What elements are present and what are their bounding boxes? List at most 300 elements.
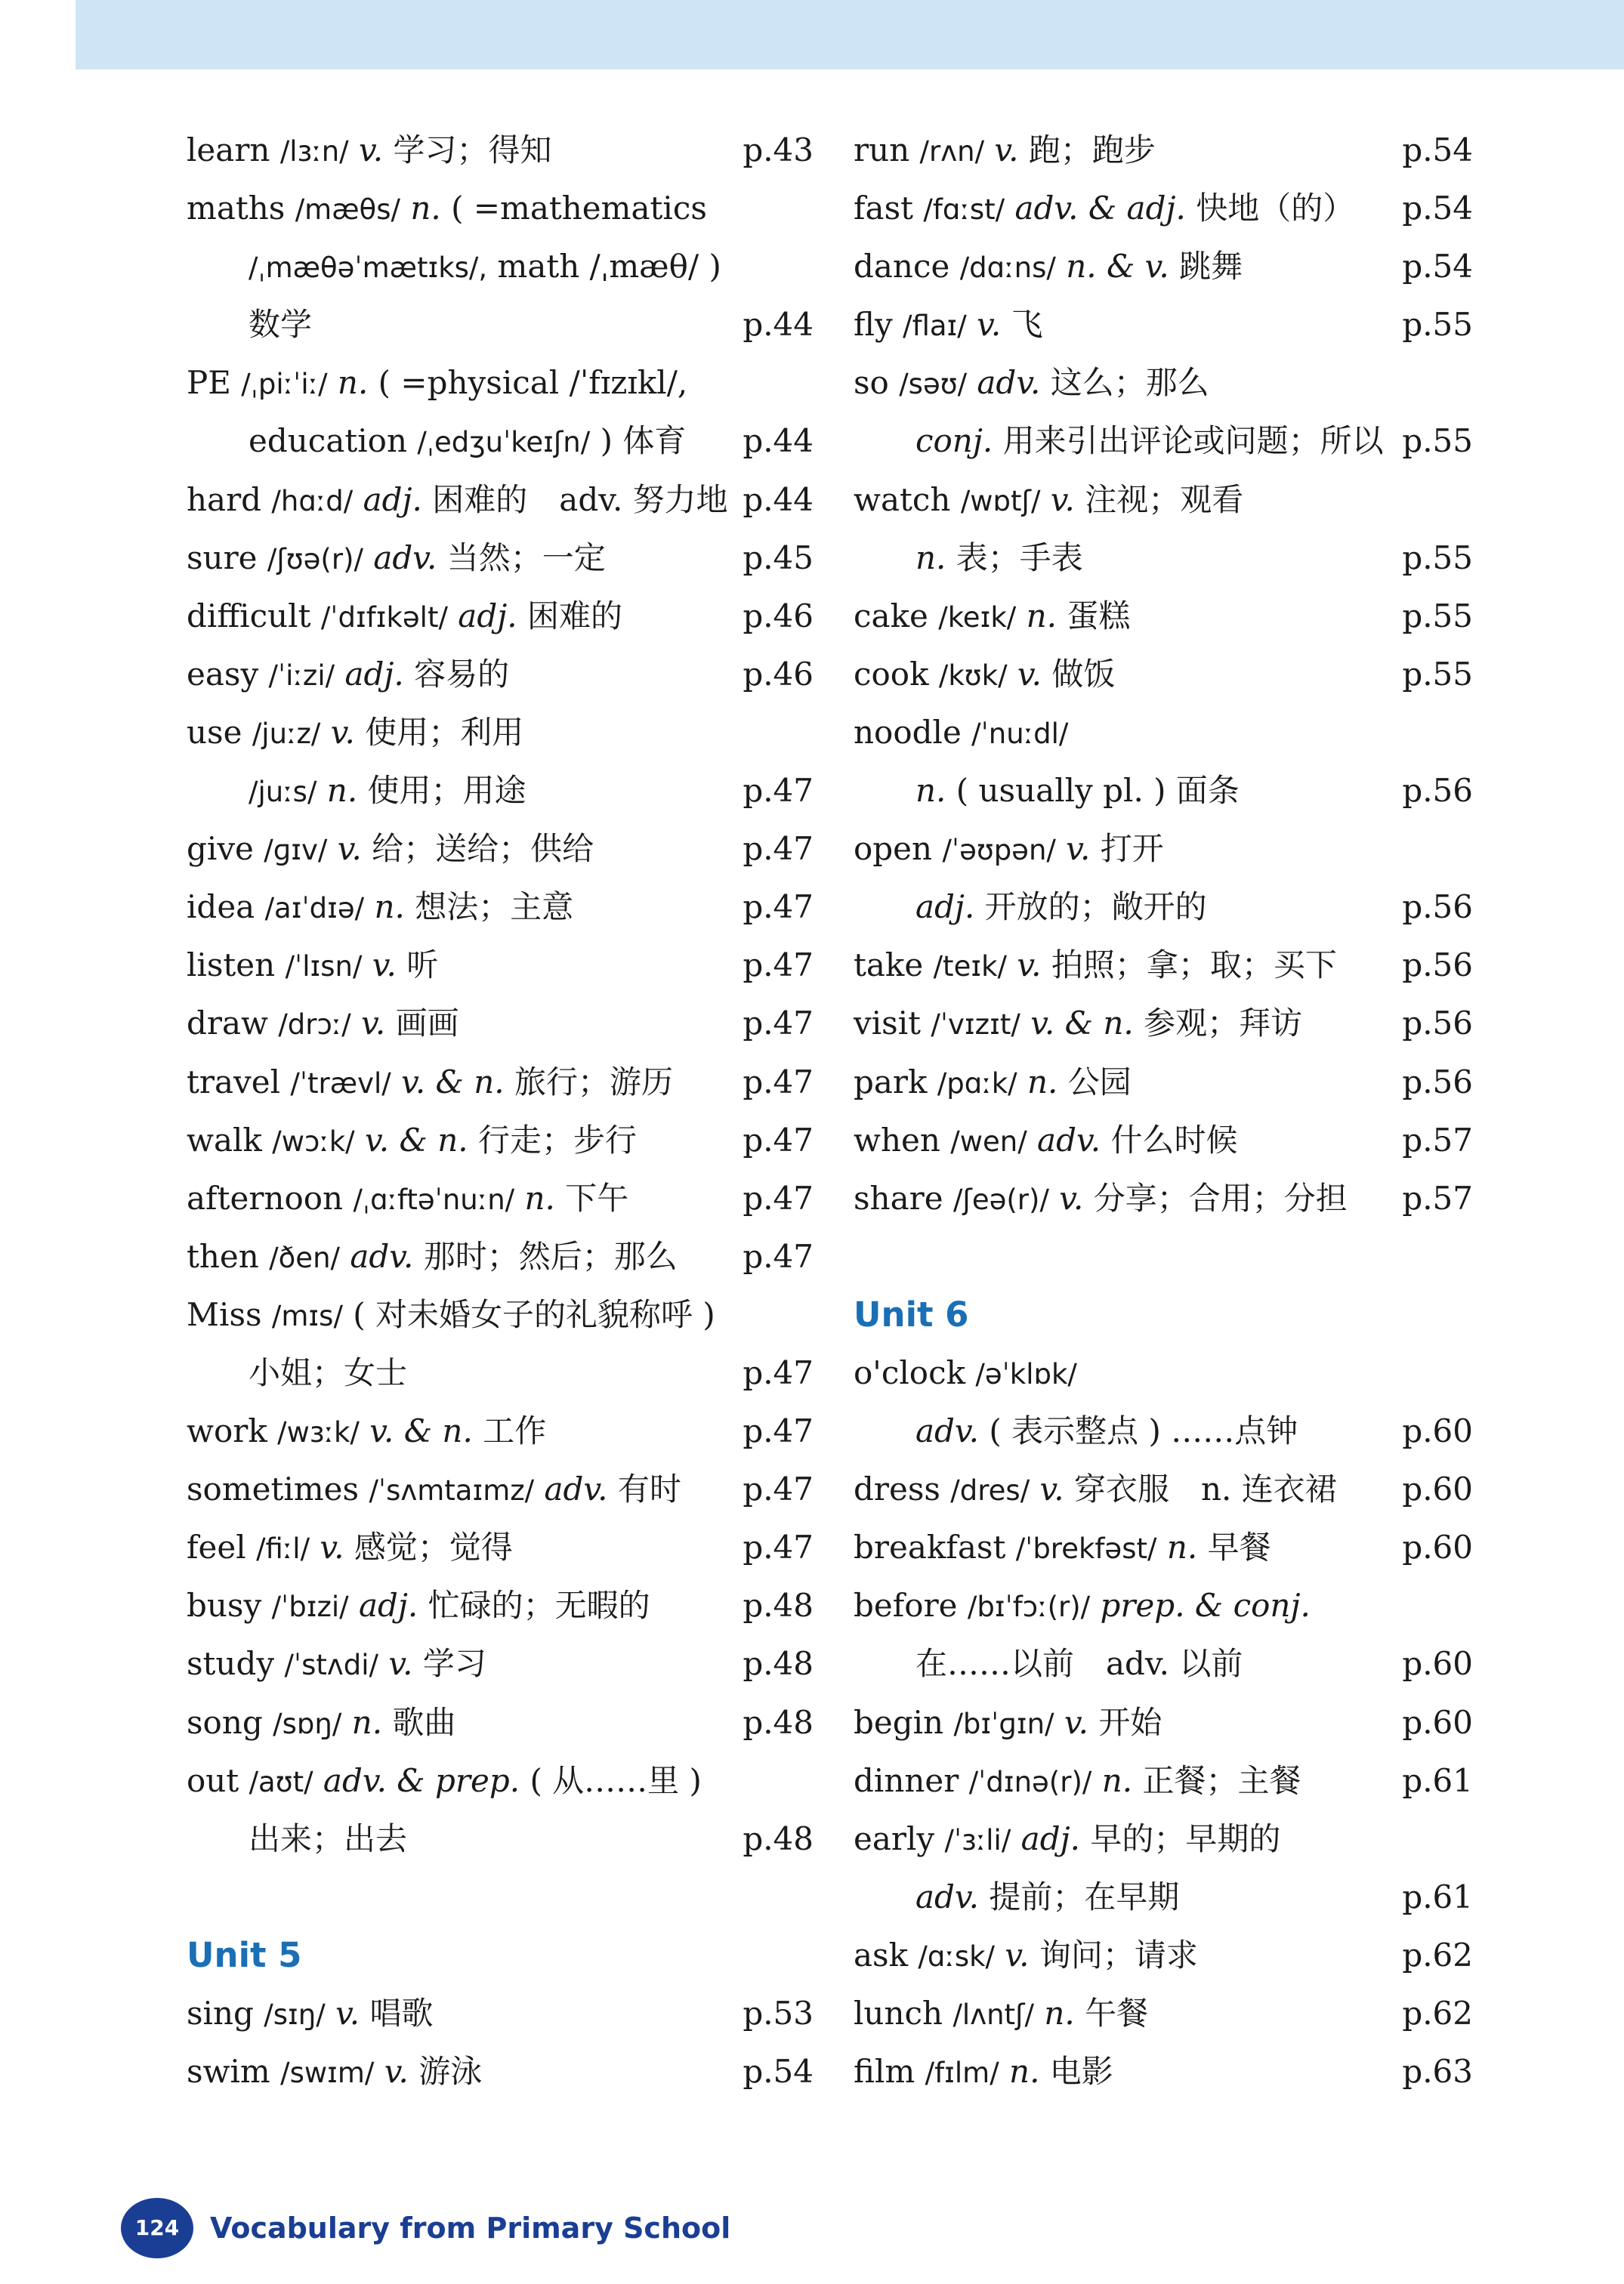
phonetic: /ˈəʊpən/	[942, 834, 1056, 867]
page-reference: p.54	[1402, 190, 1473, 227]
phonetic: /bɪˈɡɪn/	[953, 1707, 1054, 1740]
meaning: ( usually pl. ) 面条	[956, 772, 1240, 810]
entry-text	[915, 1634, 1243, 1693]
vocab-entry	[187, 412, 814, 470]
vocab-entry	[854, 994, 1473, 1052]
vocab-entry	[187, 1693, 814, 1752]
vocab-entry	[854, 529, 1473, 587]
meaning: 电影	[1049, 2053, 1113, 2091]
meaning: 使用；利用	[365, 713, 524, 751]
phonetic: /ˈɜːli/	[944, 1823, 1011, 1857]
headword: fast	[854, 190, 914, 227]
part-of-speech: adj.	[363, 480, 422, 518]
page-reference: p.56	[1402, 1005, 1473, 1042]
page-reference: p.56	[1402, 1063, 1473, 1100]
phonetic: /juːz/	[252, 717, 321, 750]
headword: so	[854, 364, 889, 402]
phonetic: /fɪlm/	[925, 2057, 999, 2090]
headword: learn	[187, 131, 270, 168]
entry-text	[187, 471, 728, 530]
entry-text	[187, 1227, 678, 1287]
page-reference: p.62	[1402, 1936, 1473, 1974]
headword: watch	[854, 480, 951, 518]
headword: sometimes	[187, 1471, 360, 1508]
part-of-speech: conj.	[915, 422, 993, 460]
meaning: 飞	[1011, 306, 1043, 344]
part-of-speech: n.	[410, 190, 441, 227]
headword: draw	[187, 1005, 268, 1042]
meaning: 表；手表	[956, 539, 1083, 576]
part-of-speech: v.	[330, 713, 355, 751]
meaning: 数学	[249, 306, 313, 344]
vocab-entry	[854, 819, 1473, 878]
headword: film	[854, 2053, 915, 2091]
part-of-speech: v.	[384, 2053, 409, 2091]
vocab-entry	[187, 179, 814, 237]
phonetic: /ˌɑːftəˈnuːn/	[353, 1183, 515, 1216]
headword: swim	[187, 2053, 270, 2091]
part-of-speech: v.	[1066, 830, 1091, 868]
phonetic: /ˈsʌmtaɪmz/	[369, 1474, 535, 1508]
part-of-speech: v.	[1050, 480, 1075, 518]
meaning: 穿衣服 n. 连衣裙	[1073, 1471, 1337, 1508]
meaning: 旅行；游历	[514, 1063, 674, 1100]
vocab-entry	[854, 179, 1473, 237]
part-of-speech: v. & n.	[369, 1412, 473, 1450]
meaning: 早的；早期的	[1090, 1819, 1281, 1857]
vocab-entry	[854, 1693, 1473, 1752]
meaning: ) 体育	[600, 422, 687, 460]
page-reference: p.48	[743, 1645, 814, 1683]
vocab-column-right	[854, 121, 1473, 2100]
phonetic: /ˈbrekfəst/	[1015, 1532, 1157, 1566]
part-of-speech: adv. & adj.	[1014, 190, 1186, 227]
headword: then	[187, 1237, 259, 1275]
entry-text	[854, 994, 1302, 1054]
vocab-entry	[187, 1111, 814, 1169]
meaning: ( =mathematics	[451, 190, 707, 227]
meaning: 参观；拜访	[1144, 1005, 1303, 1042]
vocab-entry	[187, 703, 814, 761]
page-reference: p.61	[1402, 1761, 1473, 1799]
meaning: 困难的	[526, 597, 622, 634]
vocab-entry	[854, 1169, 1473, 1227]
headword: noodle	[854, 713, 962, 751]
phonetic: /ˈvɪzɪt/	[931, 1008, 1020, 1042]
part-of-speech: v.	[372, 946, 397, 984]
part-of-speech: adv.	[1037, 1121, 1101, 1159]
meaning: 蛋糕	[1067, 597, 1131, 634]
vocab-entry	[187, 1460, 814, 1518]
phonetic: /fɑːst/	[923, 193, 1005, 227]
meaning: 出来；出去	[249, 1819, 408, 1857]
headword: share	[854, 1179, 943, 1217]
vocab-entry	[854, 1752, 1473, 1810]
meaning: 跑；跑步	[1028, 131, 1156, 168]
phonetic: /wɜːk/	[277, 1416, 360, 1449]
page-reference: p.62	[1402, 1995, 1473, 2032]
meaning: ( 表示整点 ) ……点钟	[989, 1412, 1298, 1450]
entry-text	[187, 645, 509, 705]
headword: Miss	[187, 1295, 262, 1333]
phonetic: /lʌntʃ/	[952, 1999, 1034, 2031]
entry-text	[854, 2042, 1113, 2102]
vocab-entry	[854, 1984, 1473, 2042]
phonetic: /mæθs/	[295, 193, 400, 227]
meaning: 早餐	[1207, 1529, 1271, 1566]
meaning: 困难的 adv. 努力地	[432, 480, 728, 518]
meaning: 容易的	[414, 655, 510, 693]
part-of-speech: prep. & conj.	[1100, 1587, 1311, 1625]
entry-text	[915, 1868, 1179, 1926]
entry-text	[187, 529, 606, 588]
entry-text	[915, 1402, 1298, 1460]
phonetic: /aʊt/	[249, 1765, 313, 1798]
part-of-speech: v.	[1059, 1179, 1084, 1217]
page-reference: p.46	[743, 597, 814, 634]
headword: early	[854, 1819, 935, 1857]
vocab-entry	[187, 529, 814, 587]
entry-text	[915, 878, 1207, 936]
meaning: 提前；在早期	[989, 1878, 1180, 1915]
vocab-entry	[854, 878, 1473, 936]
entry-text	[854, 1752, 1301, 1811]
entry-text	[187, 179, 707, 239]
headword: PE	[187, 364, 231, 402]
vocab-entry	[187, 1169, 814, 1227]
phonetic: /ɑːsk/	[918, 1940, 995, 1973]
part-of-speech: n.	[1044, 1995, 1075, 2032]
headword: sing	[187, 1995, 254, 2032]
vocab-column-left	[187, 121, 814, 2100]
vocab-entry	[854, 1576, 1473, 1634]
headword: idea	[187, 888, 255, 926]
page-reference: p.44	[743, 480, 814, 518]
meaning: 使用；用途	[367, 772, 526, 810]
entry-text	[854, 587, 1130, 647]
vocab-entry	[854, 587, 1473, 645]
vocab-entry	[854, 1868, 1473, 1926]
phonetic: /səʊ/	[899, 368, 968, 401]
entry-text	[187, 1752, 702, 1811]
page-number-badge: 124	[121, 2198, 193, 2258]
headword: afternoon	[187, 1179, 344, 1217]
part-of-speech: adj.	[915, 888, 975, 926]
entry-text	[249, 761, 526, 821]
vocab-entry	[187, 819, 814, 878]
page-reference: p.56	[1402, 888, 1473, 926]
footer-title: Vocabulary from Primary School	[210, 2211, 731, 2245]
phonetic: /keɪk/	[938, 600, 1017, 634]
part-of-speech: v.	[1039, 1471, 1064, 1508]
meaning: 跳舞	[1179, 248, 1243, 286]
entry-text	[854, 1344, 1077, 1403]
vocab-entry	[187, 1344, 814, 1402]
unit-heading: Unit 5	[187, 1934, 302, 1975]
vocab-entry	[187, 2042, 814, 2100]
headword: run	[854, 131, 910, 168]
vocab-entry	[854, 645, 1473, 703]
vocab-entry	[854, 1926, 1473, 1984]
meaning: 有时	[617, 1471, 681, 1508]
headword: sure	[187, 539, 258, 576]
part-of-speech: v.	[320, 1529, 344, 1566]
entry-text	[854, 936, 1337, 995]
entry-text	[854, 645, 1115, 705]
page-reference: p.55	[1402, 539, 1473, 576]
part-of-speech: v.	[1005, 1936, 1030, 1974]
entry-text	[187, 1693, 455, 1753]
meaning: ( =physical /ˈfɪzɪkl/,	[378, 364, 688, 402]
meaning: ( 从……里 )	[529, 1761, 702, 1799]
entry-text	[854, 471, 1243, 530]
page-reference: p.54	[1402, 131, 1473, 168]
vocab-entry	[854, 412, 1473, 470]
vocab-entry	[854, 2042, 1473, 2100]
entry-text	[854, 819, 1164, 879]
part-of-speech: adv.	[350, 1237, 414, 1275]
part-of-speech: adv.	[915, 1412, 980, 1450]
vocab-entry	[187, 1518, 814, 1576]
headword: when	[854, 1121, 940, 1159]
phonetic: /ˈnuːdl/	[971, 717, 1069, 750]
headword: easy	[187, 655, 259, 693]
phonetic: /ʃʊə(r)/	[267, 542, 363, 576]
phonetic: /rʌn/	[919, 135, 985, 168]
meaning: 工作	[483, 1412, 547, 1450]
page-reference: p.54	[743, 2053, 814, 2091]
part-of-speech: n.	[1026, 597, 1057, 634]
page-reference: p.48	[743, 1587, 814, 1625]
part-of-speech: v.	[359, 131, 384, 168]
headword: dinner	[854, 1761, 959, 1799]
meaning: 做饭	[1051, 655, 1116, 693]
blank-row	[187, 1868, 814, 1926]
part-of-speech: n.	[374, 888, 405, 926]
vocab-entry	[854, 1053, 1473, 1111]
page-reference: p.47	[743, 830, 814, 868]
vocab-entry	[187, 1984, 814, 2042]
vocab-entry	[187, 1053, 814, 1111]
entry-text	[915, 529, 1083, 587]
meaning: 分享；合用；分担	[1093, 1179, 1348, 1217]
page-reference: p.47	[743, 1005, 814, 1042]
phonetic: /dɑːns/	[959, 252, 1056, 285]
entry-text	[187, 587, 622, 647]
entry-text	[187, 1169, 628, 1229]
unit-heading-row	[854, 1286, 1473, 1344]
part-of-speech: v.	[337, 830, 362, 868]
meaning: 开始	[1098, 1703, 1162, 1741]
vocab-entry	[187, 761, 814, 819]
meaning: 歌曲	[392, 1703, 456, 1741]
entry-text	[187, 1576, 650, 1636]
meaning: 忙碌的；无暇的	[428, 1587, 650, 1625]
page-reference: p.57	[1402, 1121, 1473, 1159]
headword: song	[187, 1703, 263, 1741]
page-reference: p.55	[1402, 306, 1473, 344]
headword: difficult	[187, 597, 311, 634]
meaning: 小姐；女士	[249, 1353, 408, 1391]
meaning: 开放的；敞开的	[984, 888, 1207, 926]
entry-text	[187, 2042, 482, 2102]
unit-heading-row	[187, 1926, 814, 1984]
meaning: 画画	[395, 1005, 459, 1042]
entry-text	[854, 1111, 1237, 1171]
entry-text	[854, 1576, 1311, 1636]
page-reference: p.57	[1402, 1179, 1473, 1217]
part-of-speech: n.	[1101, 1761, 1133, 1799]
entry-text	[187, 1402, 546, 1461]
phonetic: /ˌedʒuˈkeɪʃn/	[417, 426, 591, 459]
part-of-speech: v.	[994, 131, 1019, 168]
meaning: 拍照；拿；取；买下	[1051, 946, 1337, 984]
vocab-entry	[187, 471, 814, 529]
phonetic: /dres/	[950, 1474, 1030, 1508]
vocab-entry	[187, 295, 814, 353]
entry-text	[187, 1053, 673, 1113]
meaning: 感觉；觉得	[354, 1529, 513, 1566]
part-of-speech: n.	[915, 772, 946, 810]
phonetic: /ˈbɪzi/	[271, 1591, 349, 1624]
entry-text	[187, 1460, 681, 1520]
page-reference: p.46	[743, 655, 814, 693]
vocab-entry	[187, 936, 814, 994]
headword: use	[187, 713, 242, 751]
meaning: 正餐；主餐	[1142, 1761, 1301, 1799]
page-reference: p.60	[1402, 1471, 1473, 1508]
vocab-entry	[187, 1402, 814, 1460]
headword: ask	[854, 1936, 909, 1974]
page-reference: p.47	[743, 1412, 814, 1450]
phonetic: /ˈstʌdi/	[284, 1649, 379, 1682]
meaning: 游泳	[418, 2053, 483, 2091]
vocab-entry	[854, 353, 1473, 412]
page-reference: p.43	[743, 131, 814, 168]
page-reference: p.47	[743, 1121, 814, 1159]
entry-text	[187, 994, 459, 1054]
meaning: math /ˌmæθ/ )	[497, 248, 721, 286]
entry-text	[854, 1984, 1148, 2044]
page-reference: p.48	[743, 1703, 814, 1741]
phonetic: /ɡɪv/	[264, 834, 328, 867]
part-of-speech: adv.	[977, 364, 1041, 402]
entry-text	[187, 703, 523, 763]
part-of-speech: adj.	[1020, 1819, 1080, 1857]
entry-text	[854, 1053, 1132, 1113]
phonetic: /ðen/	[269, 1241, 340, 1274]
part-of-speech: v. & n.	[401, 1063, 505, 1100]
entry-text	[187, 1518, 513, 1578]
meaning: 行走；步行	[477, 1121, 637, 1159]
meaning: 学习；得知	[393, 131, 552, 168]
phonetic: /ˌpiːˈiː/	[241, 368, 328, 401]
part-of-speech: v.	[1017, 946, 1042, 984]
page-reference: p.44	[743, 422, 814, 460]
entry-text	[854, 179, 1354, 239]
phonetic: /pɑːk/	[937, 1066, 1017, 1100]
vocab-entry	[854, 1634, 1473, 1693]
entry-text	[854, 1926, 1198, 1986]
entry-text	[854, 353, 1209, 413]
headword: lunch	[854, 1995, 943, 2032]
page-reference: p.47	[743, 1471, 814, 1508]
phonetic: /ˈdɪfɪkəlt/	[320, 600, 448, 634]
headword: study	[187, 1645, 275, 1683]
page-reference: p.47	[743, 888, 814, 926]
page-reference: p.47	[743, 1529, 814, 1566]
vocab-entry	[854, 761, 1473, 819]
part-of-speech: adv. & prep.	[323, 1761, 520, 1799]
entry-text	[187, 819, 594, 879]
entry-text	[249, 1810, 407, 1868]
vocab-entry	[854, 1460, 1473, 1518]
meaning: 什么时候	[1110, 1121, 1238, 1159]
vocab-entry	[854, 1810, 1473, 1868]
headword: cook	[854, 655, 929, 693]
meaning: 给；送给；供给	[372, 830, 594, 868]
page-reference: p.54	[1402, 248, 1473, 286]
vocab-entry	[187, 645, 814, 703]
part-of-speech: n. & v.	[1066, 248, 1169, 286]
part-of-speech: adv.	[373, 539, 437, 576]
entry-text	[854, 1460, 1337, 1520]
phonetic: /wen/	[950, 1125, 1027, 1158]
meaning: 在……以前 adv. 以前	[915, 1645, 1243, 1683]
part-of-speech: v. & n.	[365, 1121, 468, 1159]
vocab-entry	[187, 121, 814, 179]
page-reference: p.60	[1402, 1412, 1473, 1450]
page-reference: p.56	[1402, 946, 1473, 984]
page-reference: p.47	[743, 1237, 814, 1275]
phonetic: /fiːl/	[256, 1532, 310, 1566]
headword: park	[854, 1063, 928, 1100]
meaning: 那时；然后；那么	[423, 1237, 678, 1275]
part-of-speech: n.	[1166, 1529, 1198, 1566]
vocab-entry	[187, 878, 814, 936]
phonetic: /swɪm/	[280, 2057, 375, 2090]
vocab-entry	[187, 587, 814, 645]
meaning: 打开	[1100, 830, 1164, 868]
entry-text	[249, 412, 686, 471]
headword: travel	[187, 1063, 281, 1100]
meaning: 唱歌	[369, 1995, 434, 2032]
vocab-entry	[854, 1518, 1473, 1576]
blank-row	[854, 1227, 1473, 1286]
headword: dance	[854, 248, 950, 286]
phonetic: /flaɪ/	[903, 310, 967, 343]
entry-text	[187, 1634, 486, 1694]
part-of-speech: v.	[977, 306, 1002, 344]
entry-text	[187, 936, 438, 995]
part-of-speech: adv.	[915, 1878, 980, 1915]
phonetic: /wɒtʃ/	[960, 484, 1041, 517]
vocab-entry	[854, 295, 1473, 353]
entry-text	[249, 295, 312, 353]
entry-text	[187, 1286, 715, 1345]
meaning: 询问；请求	[1039, 1936, 1198, 1974]
page-reference: p.60	[1402, 1703, 1473, 1741]
part-of-speech: n.	[524, 1179, 555, 1217]
phonetic: /bɪˈfɔː(r)/	[967, 1591, 1091, 1624]
part-of-speech: v.	[335, 1995, 360, 2032]
page-reference: p.55	[1402, 422, 1473, 460]
vocab-entry	[187, 237, 814, 295]
vocab-entry	[187, 1634, 814, 1693]
page-reference: p.55	[1402, 655, 1473, 693]
phonetic: /ʃeə(r)/	[952, 1183, 1049, 1216]
page-reference: p.48	[743, 1819, 814, 1857]
